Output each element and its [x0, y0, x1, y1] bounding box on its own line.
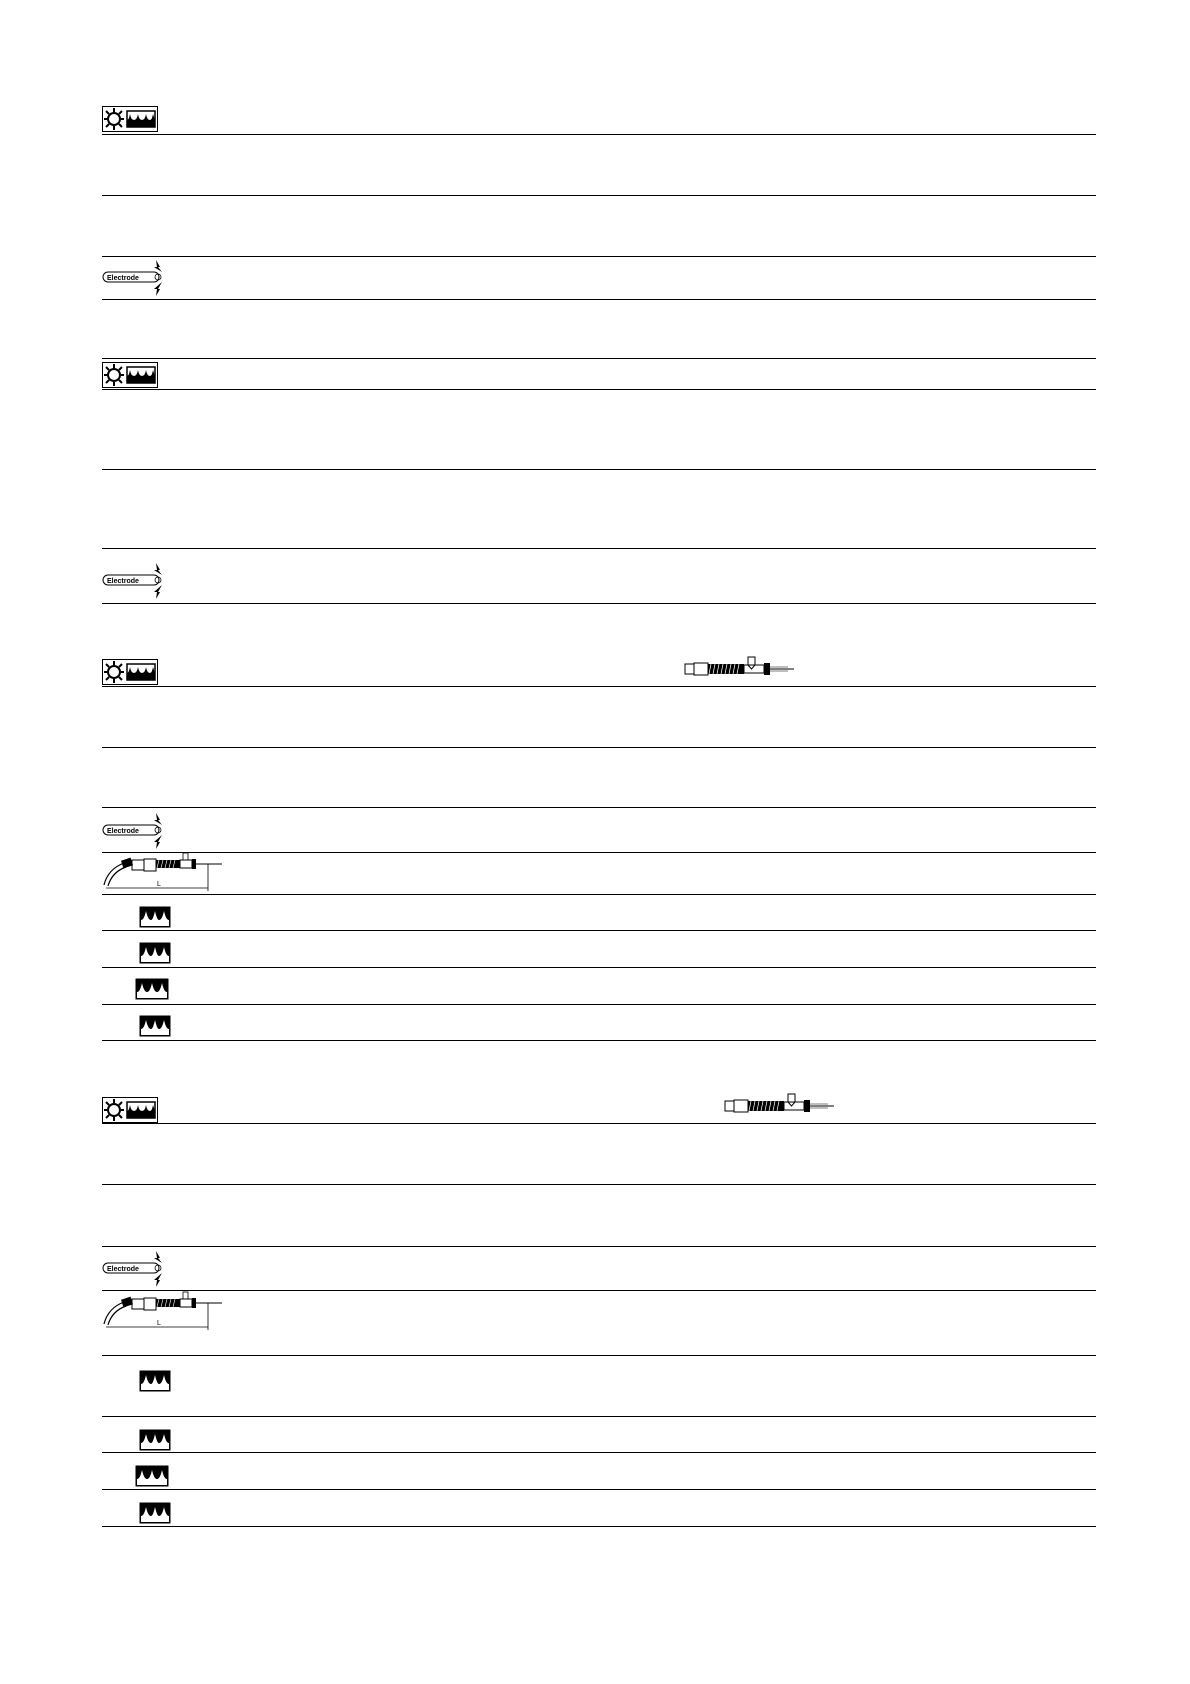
rule — [102, 358, 1096, 359]
torch-icon — [102, 1290, 226, 1330]
rule — [102, 1004, 1096, 1005]
rule — [102, 747, 1096, 748]
cooling-wire-feed-group — [102, 362, 158, 388]
rule — [102, 930, 1096, 931]
electrode-label: Electrode — [107, 275, 139, 282]
cable-icon — [724, 1093, 836, 1117]
rule — [102, 807, 1096, 808]
wire-feed-icon — [139, 1429, 171, 1451]
rule — [102, 134, 1096, 135]
rule — [102, 1290, 1096, 1291]
rule — [102, 686, 1096, 687]
wire-feed-icon — [127, 367, 155, 383]
cooling-icon — [104, 661, 124, 683]
wire-feed-icon — [139, 1502, 171, 1524]
cooling-icon — [104, 1099, 124, 1121]
electrode-label: Electrode — [107, 1266, 139, 1273]
rule — [102, 389, 1096, 390]
rule — [102, 1355, 1096, 1356]
rule — [102, 1184, 1096, 1185]
cable-icon — [684, 656, 796, 680]
wire-feed-icon — [135, 978, 169, 1000]
rule — [102, 1123, 1096, 1124]
electrode-icon — [102, 1250, 166, 1288]
rule — [102, 195, 1096, 196]
electrode-label: Electrode — [107, 828, 139, 835]
wire-feed-icon — [139, 906, 171, 928]
rule — [102, 967, 1096, 968]
rule — [102, 1526, 1096, 1527]
rule — [102, 603, 1096, 604]
rule — [102, 299, 1096, 300]
rule — [102, 469, 1096, 470]
electrode-icon — [102, 259, 166, 297]
electrode-label: Electrode — [107, 578, 139, 585]
cooling-icon — [104, 364, 124, 386]
rule — [102, 894, 1096, 895]
cooling-wire-feed-group — [102, 1097, 158, 1123]
wire-feed-icon — [127, 111, 155, 127]
torch-length-label: L — [157, 881, 161, 888]
rule — [102, 1489, 1096, 1490]
wire-feed-icon — [139, 1370, 171, 1392]
torch-icon — [102, 851, 226, 891]
wire-feed-icon — [139, 942, 171, 964]
electrode-icon — [102, 812, 166, 850]
rule — [102, 852, 1096, 853]
torch-length-label: L — [157, 1320, 161, 1327]
rule — [102, 548, 1096, 549]
cooling-wire-feed-group — [102, 106, 158, 132]
rule — [102, 1246, 1096, 1247]
wire-feed-icon — [139, 1015, 171, 1037]
rule — [102, 1416, 1096, 1417]
cooling-icon — [104, 108, 124, 130]
rule — [102, 256, 1096, 257]
rule — [102, 1452, 1096, 1453]
electrode-icon — [102, 562, 166, 600]
rule — [102, 1040, 1096, 1041]
wire-feed-icon — [135, 1465, 169, 1487]
wire-feed-icon — [127, 1102, 155, 1118]
cooling-wire-feed-group — [102, 659, 158, 685]
wire-feed-icon — [127, 664, 155, 680]
